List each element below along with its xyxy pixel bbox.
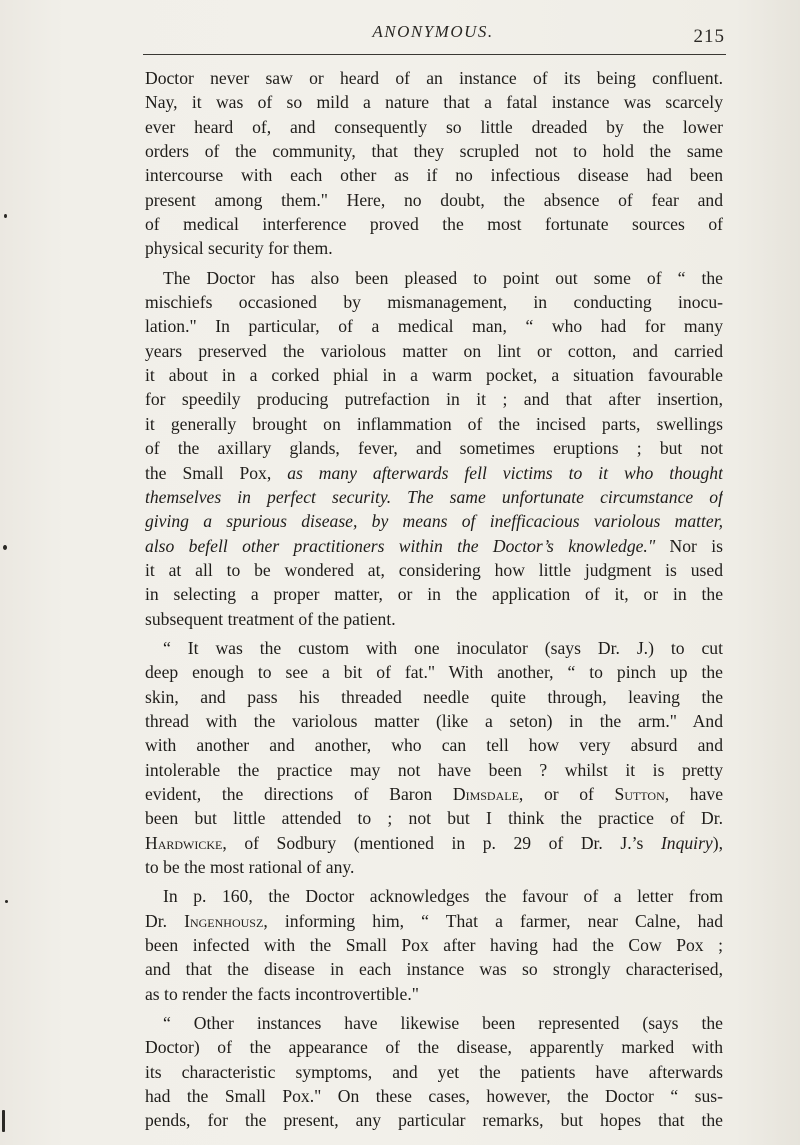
page-header xyxy=(143,22,723,56)
text-run: Nor is xyxy=(655,535,723,556)
text-line: intercourse with each other as if no infectious disease had been xyxy=(145,165,723,186)
text-line: it at all to be wondered at, considering how little judgment is used xyxy=(145,559,723,580)
text-line: “ It was the custom with one inoculator (says Dr. J.) to cut xyxy=(163,637,723,658)
text-line: thread with the variolous matter (like a seton) in the arm." And xyxy=(145,710,723,731)
italic-run: as many afterwards fell victims to it who thought xyxy=(287,462,723,483)
text-line: themselves in perfect security. The same unfortunate circumstance of xyxy=(145,486,723,507)
text-run: Dr. xyxy=(145,910,185,931)
text-line: The Doctor has also been pleased to point out some of “ the xyxy=(163,267,723,288)
text-run: ), xyxy=(712,832,723,853)
text-line: “ Other instances have likewise been represented (says the xyxy=(163,1013,723,1034)
text-line: as to render the facts incontrovertible." xyxy=(145,983,419,1004)
scan-speck xyxy=(4,214,7,218)
text-line: physical security for them. xyxy=(145,238,333,259)
scan-speck xyxy=(2,1110,5,1132)
text-line xyxy=(145,461,723,485)
text-line: years preserved the variolous matter on lint or cotton, and carried xyxy=(145,340,723,361)
text-line: with another and another, who can tell how very absurd and xyxy=(145,735,723,756)
text-run: , informing him, “ That a farmer, near Calne, had xyxy=(263,910,723,931)
paragraph xyxy=(145,636,723,879)
text-run: , or of xyxy=(518,783,615,804)
text-line: for speedily producing putrefaction in it ; and that after insertion, xyxy=(145,389,723,410)
text-line xyxy=(145,782,723,806)
small-caps-name: Ingenhousz xyxy=(184,910,264,931)
text-line: it about in a corked phial in a warm pocket, a situation favourable xyxy=(145,365,723,386)
text-run: , have xyxy=(664,783,723,804)
scan-speck xyxy=(3,545,7,550)
text-line: lation." In particular, of a medical man, “ who had for many xyxy=(145,316,723,337)
text-line: orders of the community, that they scrupled not to hold the same xyxy=(145,141,723,162)
text-line: had the Small Pox." On these cases, however, the Doctor “ sus- xyxy=(145,1086,723,1107)
text-line: In p. 160, the Doctor acknowledges the favour of a letter from xyxy=(163,886,723,907)
text-line: subsequent treatment of the patient. xyxy=(145,608,396,629)
text-line: ever heard of, and consequently so little dreaded by the lower xyxy=(145,116,723,137)
text-line: pends, for the present, any particular remarks, but hopes that the xyxy=(145,1110,723,1131)
text-run: evident, the directions of Baron xyxy=(145,783,453,804)
text-line: its characteristic symptoms, and yet the patients have afterwards xyxy=(145,1061,723,1082)
text-line: mischiefs occasioned by mismanagement, in conducting inocu- xyxy=(145,292,723,313)
text-run: , of Sodbury (mentioned in p. 29 of Dr. J.’s xyxy=(222,832,661,853)
text-line: deep enough to see a bit of fat." With another, “ to pinch up the xyxy=(145,662,723,683)
scan-speck xyxy=(5,900,8,903)
body-text xyxy=(145,66,723,1133)
text-line: present among them." Here, no doubt, the absence of fear and xyxy=(145,189,723,210)
text-line: skin, and pass his threaded needle quite through, leaving the xyxy=(145,686,723,707)
text-line xyxy=(145,909,723,933)
italic-run: also befell other practitioners within the Doctor’s knowledge." xyxy=(145,535,656,556)
text-line: of medical interference proved the most fortunate sources of xyxy=(145,214,723,235)
text-line xyxy=(145,534,723,558)
text-line: of the axillary glands, fever, and sometimes eruptions ; but not xyxy=(145,438,723,459)
text-line: to be the most rational of any. xyxy=(145,857,355,877)
italic-run: Inquiry xyxy=(660,832,713,853)
text-line: and that the disease in each instance was so strongly characterised, xyxy=(145,959,723,980)
text-line: it generally brought on inflammation of the incised parts, swellings xyxy=(145,413,723,434)
text-line: Nay, it was of so mild a nature that a fatal instance was scarcely xyxy=(145,92,723,113)
text-line: giving a spurious disease, by means of inefficacious variolous matter, xyxy=(145,511,723,532)
text-line: intolerable the practice may not have been ? whilst it is pretty xyxy=(145,759,723,780)
text-run: the Small Pox, xyxy=(145,462,288,483)
small-caps-name: Dimsdale xyxy=(452,783,519,804)
text-line: been infected with the Small Pox after having had the Cow Pox ; xyxy=(145,935,723,956)
text-line: in selecting a proper matter, or in the application of it, or in the xyxy=(145,584,723,605)
paragraph xyxy=(145,1011,723,1133)
paragraph xyxy=(145,884,723,1006)
running-title: ANONYMOUS. xyxy=(372,22,494,41)
page-number: 215 xyxy=(693,26,725,47)
small-caps-name: Hardwicke xyxy=(145,832,223,853)
text-line: been but little attended to ; not but I think the practice of Dr. xyxy=(145,808,723,829)
text-line: Doctor never saw or heard of an instance of its being confluent. xyxy=(145,68,723,88)
text-line: Doctor) of the appearance of the disease, apparently marked with xyxy=(145,1037,723,1058)
paragraph xyxy=(145,66,723,261)
text-line xyxy=(145,831,723,855)
small-caps-name: Sutton xyxy=(614,783,665,804)
header-rule xyxy=(143,54,726,55)
paragraph xyxy=(145,266,723,631)
